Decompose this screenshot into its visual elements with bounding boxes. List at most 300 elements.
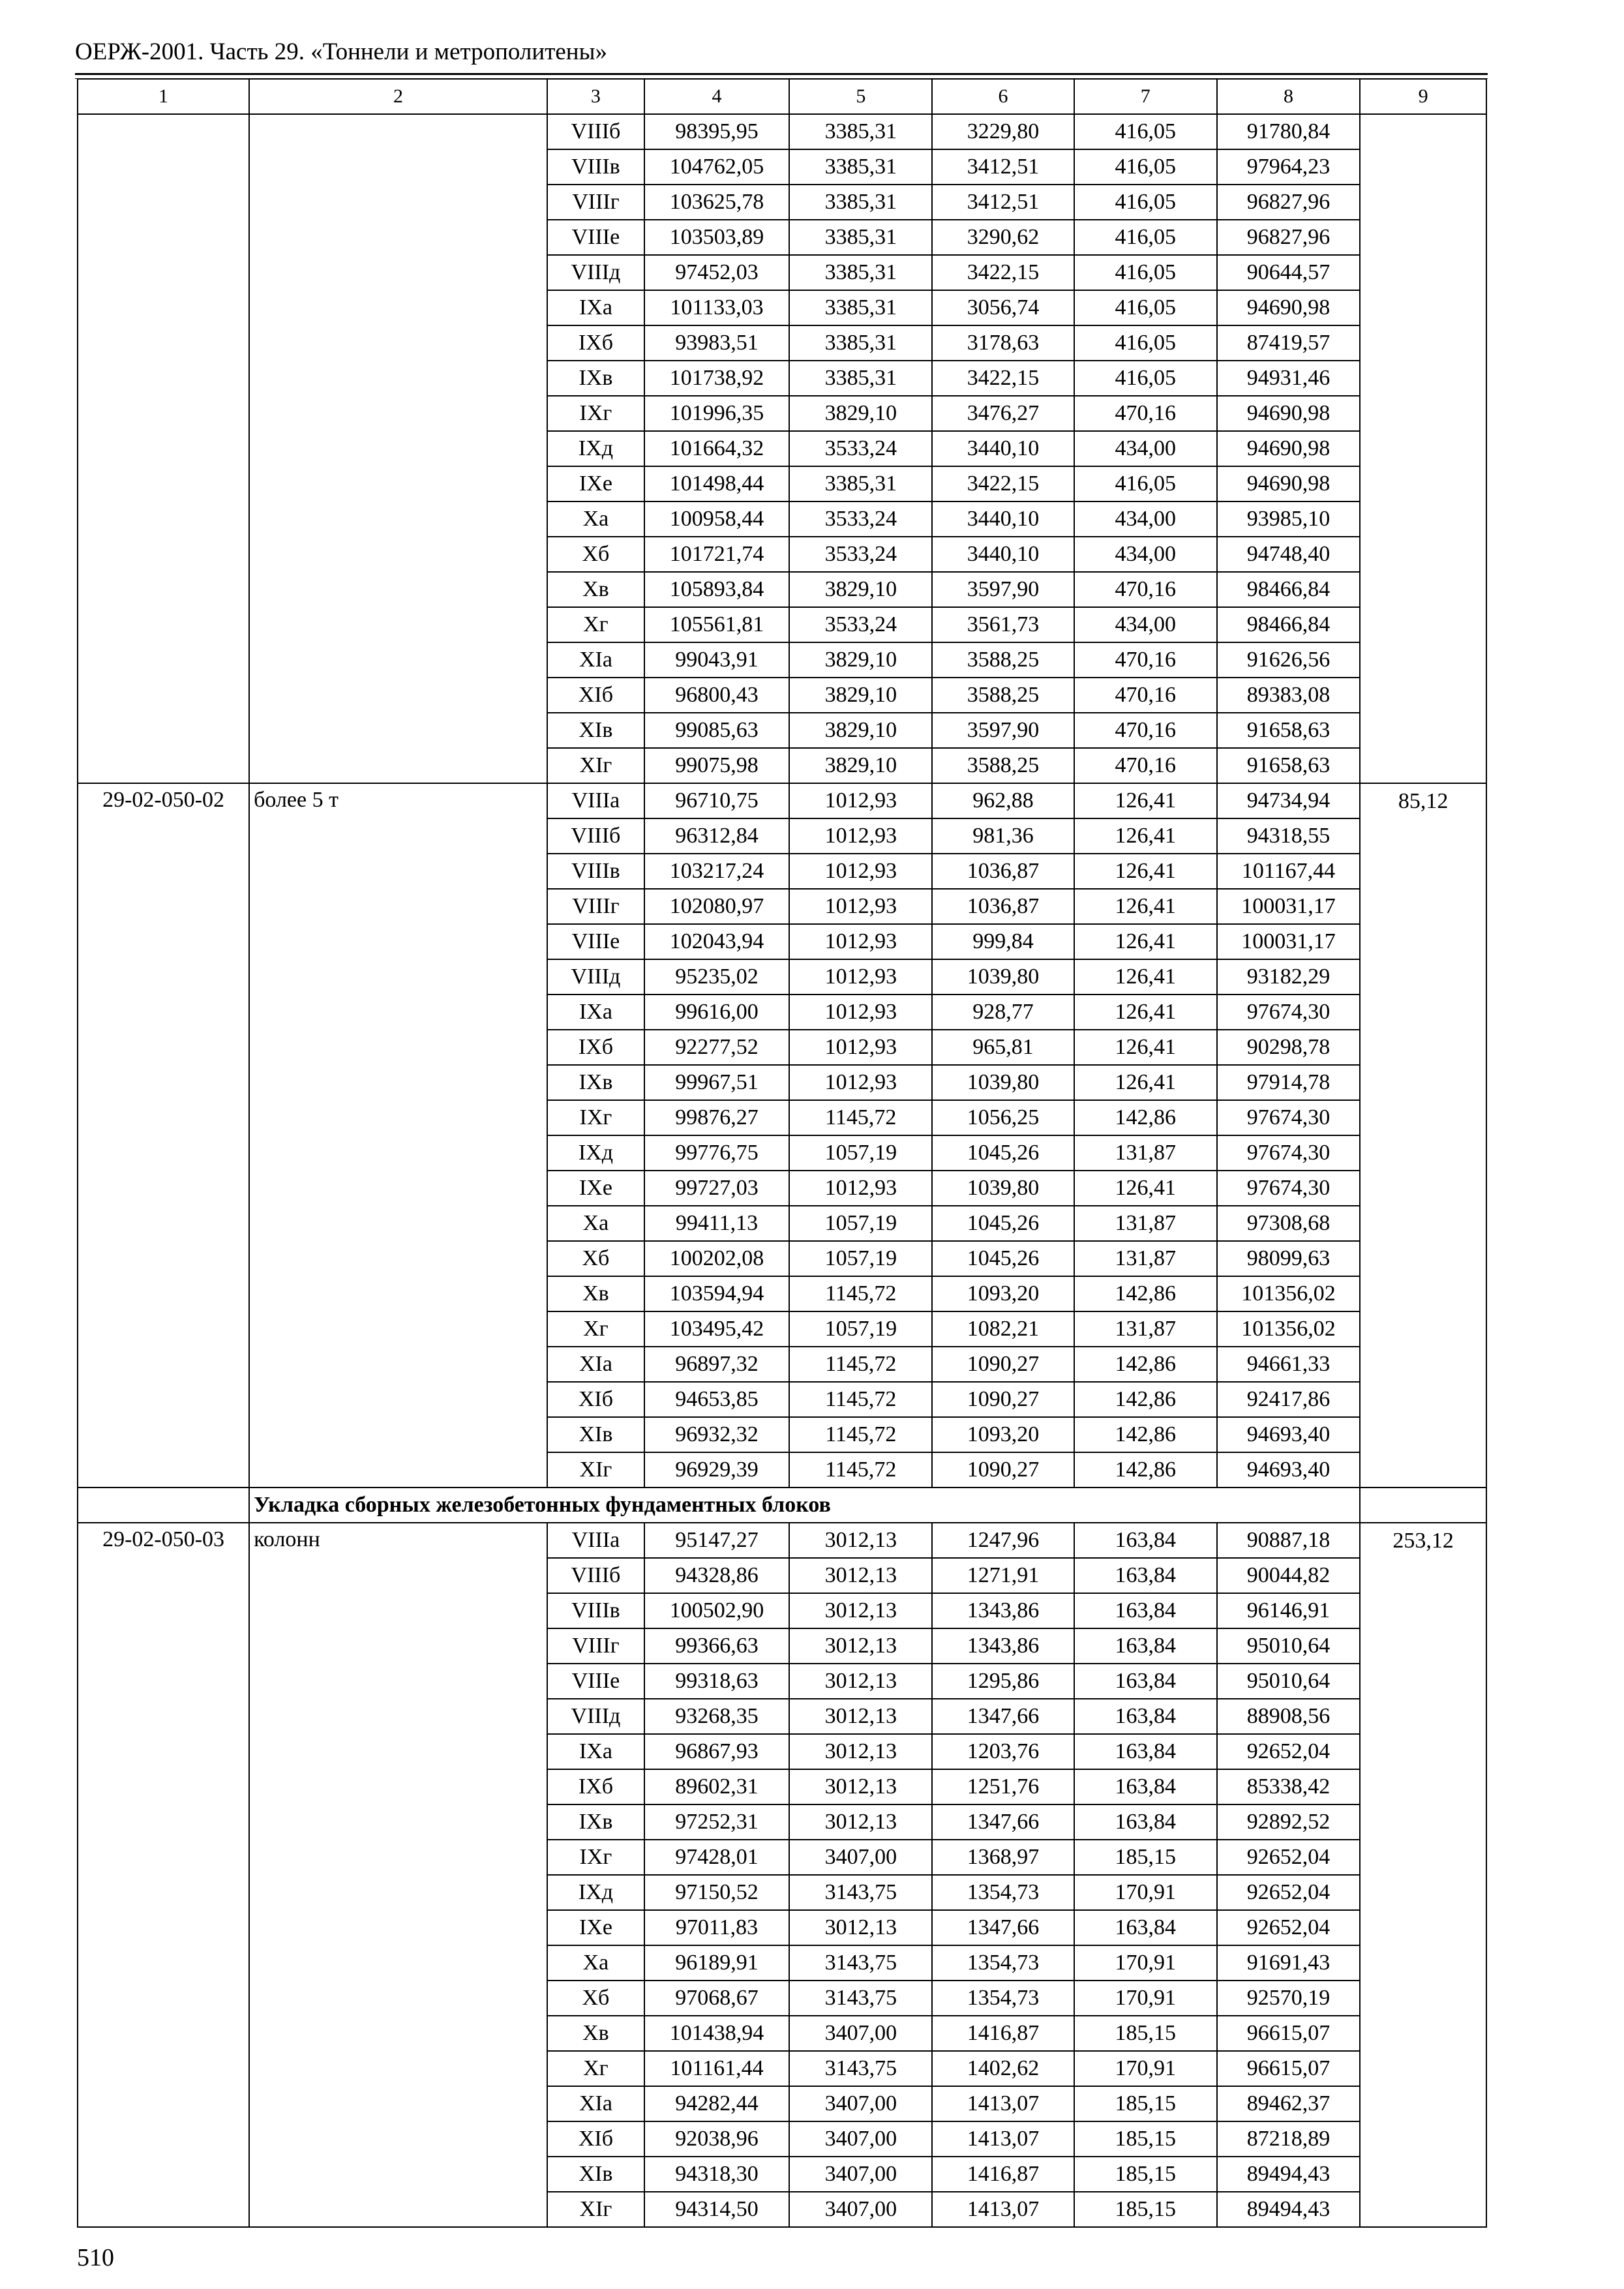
value-cell: 126,41 — [1074, 818, 1217, 854]
table-row — [78, 1593, 1486, 1628]
value-cell: 94690,98 — [1217, 466, 1360, 501]
col9-cell — [1360, 995, 1486, 1030]
col9-cell — [1360, 1593, 1486, 1628]
value-cell: 126,41 — [1074, 1065, 1217, 1100]
value-cell: 1402,62 — [932, 2051, 1074, 2086]
value-cell: 163,84 — [1074, 1769, 1217, 1804]
value-cell: 3012,13 — [789, 1734, 932, 1769]
rate-code-cell — [78, 325, 249, 361]
value-cell: 92652,04 — [1217, 1840, 1360, 1875]
value-cell: 142,86 — [1074, 1452, 1217, 1488]
value-cell: 416,05 — [1074, 114, 1217, 149]
work-name-cell — [249, 995, 547, 1030]
table-row — [78, 220, 1486, 255]
value-cell: IXе — [547, 1910, 644, 1945]
table-row — [78, 1276, 1486, 1311]
value-cell: 1057,19 — [789, 1206, 932, 1241]
col9-cell — [1360, 361, 1486, 396]
table-row — [78, 361, 1486, 396]
value-cell: XIв — [547, 713, 644, 748]
work-name-cell — [249, 1664, 547, 1699]
value-cell: 1343,86 — [932, 1628, 1074, 1664]
value-cell: 416,05 — [1074, 325, 1217, 361]
value-cell: 98466,84 — [1217, 572, 1360, 607]
col9-cell — [1360, 2016, 1486, 2051]
value-cell: 100958,44 — [644, 501, 789, 537]
value-cell: 3056,74 — [932, 290, 1074, 325]
value-cell: 434,00 — [1074, 431, 1217, 466]
col9-cell — [1360, 1030, 1486, 1065]
col9-cell — [1360, 748, 1486, 783]
table-row — [78, 889, 1486, 924]
table-row — [78, 572, 1486, 607]
rate-code-cell — [78, 642, 249, 678]
value-cell: 185,15 — [1074, 1840, 1217, 1875]
value-cell: 92038,96 — [644, 2121, 789, 2157]
rate-code-cell — [78, 220, 249, 255]
value-cell: Xг — [547, 1311, 644, 1347]
value-cell: 185,15 — [1074, 2016, 1217, 2051]
value-cell: 1347,66 — [932, 1699, 1074, 1734]
work-name-cell: более 5 т — [249, 783, 547, 818]
value-cell: 96146,91 — [1217, 1593, 1360, 1628]
value-cell: 1093,20 — [932, 1276, 1074, 1311]
work-name-cell — [249, 2051, 547, 2086]
col9-cell — [1360, 185, 1486, 220]
value-cell: 170,91 — [1074, 1981, 1217, 2016]
col9-cell — [1360, 114, 1486, 149]
value-cell: 185,15 — [1074, 2121, 1217, 2157]
value-cell: 3588,25 — [932, 678, 1074, 713]
work-name-cell — [249, 149, 547, 185]
value-cell: XIг — [547, 1452, 644, 1488]
value-cell: 1036,87 — [932, 889, 1074, 924]
value-cell: 94314,50 — [644, 2192, 789, 2227]
work-name-cell — [249, 1593, 547, 1628]
rate-code-cell — [78, 1558, 249, 1593]
value-cell: XIб — [547, 678, 644, 713]
value-cell: 3422,15 — [932, 466, 1074, 501]
value-cell: Xв — [547, 572, 644, 607]
value-cell: 95010,64 — [1217, 1628, 1360, 1664]
rate-code-cell — [78, 149, 249, 185]
value-cell: 94734,94 — [1217, 783, 1360, 818]
value-cell: 3440,10 — [932, 501, 1074, 537]
value-cell: XIа — [547, 1347, 644, 1382]
table-row — [78, 1804, 1486, 1840]
value-cell: VIIIг — [547, 1628, 644, 1664]
value-cell: 1057,19 — [789, 1241, 932, 1276]
value-cell: 3407,00 — [789, 2157, 932, 2192]
rate-code-cell — [78, 1981, 249, 2016]
value-cell: 3440,10 — [932, 431, 1074, 466]
value-cell: 97674,30 — [1217, 1171, 1360, 1206]
value-cell: 928,77 — [932, 995, 1074, 1030]
value-cell: IXа — [547, 1734, 644, 1769]
value-cell: 99085,63 — [644, 713, 789, 748]
table-row — [78, 2157, 1486, 2192]
table-row — [78, 1100, 1486, 1135]
rate-code-cell: 29-02-050-03 — [78, 1523, 249, 1558]
value-cell: 1039,80 — [932, 1065, 1074, 1100]
value-cell: 101996,35 — [644, 396, 789, 431]
value-cell: 3385,31 — [789, 466, 932, 501]
value-cell: 3385,31 — [789, 325, 932, 361]
col9-cell: 85,12 — [1360, 783, 1486, 818]
col9-cell — [1360, 1981, 1486, 2016]
table-row — [78, 325, 1486, 361]
table-row — [78, 678, 1486, 713]
value-cell: 100031,17 — [1217, 924, 1360, 959]
value-cell: 3829,10 — [789, 748, 932, 783]
col9-cell — [1360, 959, 1486, 995]
table-row — [78, 924, 1486, 959]
col9-cell — [1360, 325, 1486, 361]
value-cell: 93985,10 — [1217, 501, 1360, 537]
value-cell: 91780,84 — [1217, 114, 1360, 149]
value-cell: 3597,90 — [932, 713, 1074, 748]
value-cell: 3012,13 — [789, 1558, 932, 1593]
column-header: 9 — [1360, 79, 1486, 114]
work-name-cell — [249, 2121, 547, 2157]
rate-code-cell — [78, 678, 249, 713]
value-cell: 92417,86 — [1217, 1382, 1360, 1417]
work-name-cell — [249, 185, 547, 220]
work-name-cell — [249, 1347, 547, 1382]
value-cell: 3407,00 — [789, 2121, 932, 2157]
column-header-row — [78, 79, 1486, 114]
value-cell: IXд — [547, 1135, 644, 1171]
work-name-cell — [249, 431, 547, 466]
page-number: 510 — [77, 2244, 114, 2271]
column-header: 1 — [78, 79, 249, 114]
work-name-cell — [249, 1065, 547, 1100]
rate-code-cell — [78, 1276, 249, 1311]
table-row — [78, 2121, 1486, 2157]
value-cell: 470,16 — [1074, 396, 1217, 431]
value-cell: 99616,00 — [644, 995, 789, 1030]
col9-cell — [1360, 1417, 1486, 1452]
table-row — [78, 642, 1486, 678]
col9-cell — [1360, 713, 1486, 748]
table-row — [78, 2192, 1486, 2227]
value-cell: IXд — [547, 1875, 644, 1910]
value-cell: 3829,10 — [789, 642, 932, 678]
value-cell: 1413,07 — [932, 2121, 1074, 2157]
value-cell: 97674,30 — [1217, 1100, 1360, 1135]
value-cell: 1368,97 — [932, 1840, 1074, 1875]
value-cell: 1354,73 — [932, 1945, 1074, 1981]
value-cell: 3178,63 — [932, 325, 1074, 361]
col9-cell — [1360, 501, 1486, 537]
col9-cell — [1360, 678, 1486, 713]
value-cell: 92277,52 — [644, 1030, 789, 1065]
work-name-cell — [249, 959, 547, 995]
rates-table — [77, 78, 1487, 2228]
rate-code-cell — [78, 607, 249, 642]
value-cell: 92652,04 — [1217, 1875, 1360, 1910]
value-cell: 3012,13 — [789, 1593, 932, 1628]
value-cell: 94693,40 — [1217, 1452, 1360, 1488]
value-cell: 95010,64 — [1217, 1664, 1360, 1699]
work-name-cell — [249, 1628, 547, 1664]
value-cell: 131,87 — [1074, 1206, 1217, 1241]
col9-cell — [1360, 1840, 1486, 1875]
rate-code-cell — [78, 572, 249, 607]
table-row — [78, 1171, 1486, 1206]
value-cell: VIIIе — [547, 924, 644, 959]
col9-cell — [1360, 1804, 1486, 1840]
value-cell: 3385,31 — [789, 220, 932, 255]
table-row — [78, 1065, 1486, 1100]
rate-code-cell — [78, 2051, 249, 2086]
column-header: 6 — [932, 79, 1074, 114]
rate-code-cell — [78, 1875, 249, 1910]
value-cell: 1012,93 — [789, 818, 932, 854]
work-name-cell — [249, 1769, 547, 1804]
value-cell: 96932,32 — [644, 1417, 789, 1452]
rate-code-cell — [78, 1452, 249, 1488]
table-row — [78, 1769, 1486, 1804]
value-cell: 1012,93 — [789, 783, 932, 818]
value-cell: 163,84 — [1074, 1734, 1217, 1769]
value-cell: XIа — [547, 2086, 644, 2121]
value-cell: 131,87 — [1074, 1311, 1217, 1347]
table-row — [78, 713, 1486, 748]
value-cell: VIIIе — [547, 1664, 644, 1699]
table-row — [78, 959, 1486, 995]
work-name-cell — [249, 1100, 547, 1135]
value-cell: 103217,24 — [644, 854, 789, 889]
rate-code-cell — [78, 1734, 249, 1769]
value-cell: 3829,10 — [789, 396, 932, 431]
value-cell: 416,05 — [1074, 466, 1217, 501]
value-cell: 1090,27 — [932, 1347, 1074, 1382]
value-cell: 185,15 — [1074, 2086, 1217, 2121]
value-cell: 1012,93 — [789, 1030, 932, 1065]
work-name-cell — [249, 818, 547, 854]
value-cell: 92570,19 — [1217, 1981, 1360, 2016]
table-row — [78, 854, 1486, 889]
value-cell: IXе — [547, 466, 644, 501]
rate-code-cell — [78, 1769, 249, 1804]
col9-cell — [1360, 537, 1486, 572]
value-cell: 1145,72 — [789, 1347, 932, 1382]
value-cell: 3012,13 — [789, 1699, 932, 1734]
value-cell: 89494,43 — [1217, 2157, 1360, 2192]
col9-cell — [1360, 1241, 1486, 1276]
value-cell: IXв — [547, 1804, 644, 1840]
value-cell: 126,41 — [1074, 854, 1217, 889]
work-name-cell — [249, 2157, 547, 2192]
value-cell: 3385,31 — [789, 255, 932, 290]
value-cell: 1145,72 — [789, 1452, 932, 1488]
rate-code-cell — [78, 114, 249, 149]
rate-code-cell — [78, 1488, 249, 1523]
col9-cell — [1360, 607, 1486, 642]
value-cell: 100031,17 — [1217, 889, 1360, 924]
value-cell: 105561,81 — [644, 607, 789, 642]
value-cell: 99727,03 — [644, 1171, 789, 1206]
section-heading: Укладка сборных железобетонных фундаментных блоков — [249, 1488, 1360, 1523]
value-cell: 1347,66 — [932, 1910, 1074, 1945]
value-cell: 416,05 — [1074, 149, 1217, 185]
value-cell: 1082,21 — [932, 1311, 1074, 1347]
value-cell: 163,84 — [1074, 1664, 1217, 1699]
value-cell: 94693,40 — [1217, 1417, 1360, 1452]
value-cell: VIIIд — [547, 959, 644, 995]
rate-code-cell — [78, 290, 249, 325]
column-header: 5 — [789, 79, 932, 114]
value-cell: 88908,56 — [1217, 1699, 1360, 1734]
rate-code-cell — [78, 1910, 249, 1945]
value-cell: 416,05 — [1074, 255, 1217, 290]
value-cell: 99043,91 — [644, 642, 789, 678]
value-cell: 416,05 — [1074, 185, 1217, 220]
value-cell: 94690,98 — [1217, 431, 1360, 466]
work-name-cell — [249, 713, 547, 748]
value-cell: 3588,25 — [932, 642, 1074, 678]
value-cell: Xб — [547, 1241, 644, 1276]
table-row — [78, 185, 1486, 220]
table-row — [78, 1523, 1486, 1558]
value-cell: VIIIв — [547, 1593, 644, 1628]
value-cell: Xа — [547, 1945, 644, 1981]
value-cell: 1247,96 — [932, 1523, 1074, 1558]
table-row — [78, 1875, 1486, 1910]
value-cell: 1045,26 — [932, 1241, 1074, 1276]
value-cell: IXб — [547, 1030, 644, 1065]
work-name-cell — [249, 642, 547, 678]
rate-code-cell — [78, 431, 249, 466]
rate-code-cell — [78, 1135, 249, 1171]
value-cell: 1039,80 — [932, 1171, 1074, 1206]
value-cell: 1203,76 — [932, 1734, 1074, 1769]
value-cell: IXг — [547, 1100, 644, 1135]
value-cell: 94690,98 — [1217, 396, 1360, 431]
value-cell: 1416,87 — [932, 2016, 1074, 2051]
column-header: 7 — [1074, 79, 1217, 114]
value-cell: 1012,93 — [789, 1065, 932, 1100]
value-cell: 90644,57 — [1217, 255, 1360, 290]
value-cell: 981,36 — [932, 818, 1074, 854]
value-cell: 126,41 — [1074, 924, 1217, 959]
value-cell: 131,87 — [1074, 1241, 1217, 1276]
value-cell: 92892,52 — [1217, 1804, 1360, 1840]
col9-cell — [1360, 572, 1486, 607]
rate-code-cell — [78, 1840, 249, 1875]
value-cell: VIIIб — [547, 114, 644, 149]
value-cell: 97428,01 — [644, 1840, 789, 1875]
col9-cell — [1360, 149, 1486, 185]
col9-cell — [1360, 1664, 1486, 1699]
value-cell: VIIIа — [547, 1523, 644, 1558]
value-cell: 101356,02 — [1217, 1311, 1360, 1347]
value-cell: XIг — [547, 2192, 644, 2227]
value-cell: 3597,90 — [932, 572, 1074, 607]
value-cell: 142,86 — [1074, 1382, 1217, 1417]
table-row — [78, 396, 1486, 431]
value-cell: 163,84 — [1074, 1699, 1217, 1734]
rate-code-cell — [78, 1593, 249, 1628]
table-row — [78, 1699, 1486, 1734]
value-cell: 126,41 — [1074, 783, 1217, 818]
table-row — [78, 607, 1486, 642]
value-cell: 96800,43 — [644, 678, 789, 713]
value-cell: VIIIа — [547, 783, 644, 818]
value-cell: 470,16 — [1074, 572, 1217, 607]
col9-cell — [1360, 2157, 1486, 2192]
value-cell: VIIIб — [547, 1558, 644, 1593]
value-cell: 91626,56 — [1217, 642, 1360, 678]
rate-code-cell: 29-02-050-02 — [78, 783, 249, 818]
table-row — [78, 1945, 1486, 1981]
column-header: 2 — [249, 79, 547, 114]
value-cell: 94690,98 — [1217, 290, 1360, 325]
value-cell: 3533,24 — [789, 431, 932, 466]
col9-cell — [1360, 2051, 1486, 2086]
value-cell: 3143,75 — [789, 1945, 932, 1981]
value-cell: 3385,31 — [789, 361, 932, 396]
value-cell: 96929,39 — [644, 1452, 789, 1488]
rate-code-cell — [78, 818, 249, 854]
table-row — [78, 501, 1486, 537]
table-row — [78, 1734, 1486, 1769]
value-cell: 101161,44 — [644, 2051, 789, 2086]
value-cell: IXа — [547, 290, 644, 325]
value-cell: 163,84 — [1074, 1558, 1217, 1593]
value-cell: 87419,57 — [1217, 325, 1360, 361]
rate-code-cell — [78, 995, 249, 1030]
value-cell: 434,00 — [1074, 607, 1217, 642]
value-cell: 1090,27 — [932, 1382, 1074, 1417]
value-cell: 3407,00 — [789, 2086, 932, 2121]
work-name-cell — [249, 325, 547, 361]
value-cell: 102043,94 — [644, 924, 789, 959]
value-cell: 94318,30 — [644, 2157, 789, 2192]
value-cell: 1251,76 — [932, 1769, 1074, 1804]
value-cell: 1145,72 — [789, 1100, 932, 1135]
col9-cell: 253,12 — [1360, 1523, 1486, 1558]
value-cell: 101498,44 — [644, 466, 789, 501]
value-cell: 95147,27 — [644, 1523, 789, 1558]
col9-cell — [1360, 1100, 1486, 1135]
col9-cell — [1360, 2086, 1486, 2121]
rate-code-cell — [78, 1065, 249, 1100]
value-cell: 102080,97 — [644, 889, 789, 924]
table-row — [78, 431, 1486, 466]
rate-code-cell — [78, 2192, 249, 2227]
value-cell: 3407,00 — [789, 2192, 932, 2227]
work-name-cell — [249, 1945, 547, 1981]
value-cell: 1145,72 — [789, 1417, 932, 1452]
value-cell: 163,84 — [1074, 1910, 1217, 1945]
value-cell: 142,86 — [1074, 1100, 1217, 1135]
value-cell: 185,15 — [1074, 2192, 1217, 2227]
value-cell: 97068,67 — [644, 1981, 789, 2016]
value-cell: 434,00 — [1074, 501, 1217, 537]
work-name-cell — [249, 1699, 547, 1734]
value-cell: VIIIд — [547, 1699, 644, 1734]
value-cell: VIIIв — [547, 149, 644, 185]
table-row — [78, 2086, 1486, 2121]
work-name-cell — [249, 1840, 547, 1875]
value-cell: XIв — [547, 2157, 644, 2192]
value-cell: 89462,37 — [1217, 2086, 1360, 2121]
value-cell: 97674,30 — [1217, 995, 1360, 1030]
value-cell: 3412,51 — [932, 185, 1074, 220]
value-cell: 416,05 — [1074, 361, 1217, 396]
